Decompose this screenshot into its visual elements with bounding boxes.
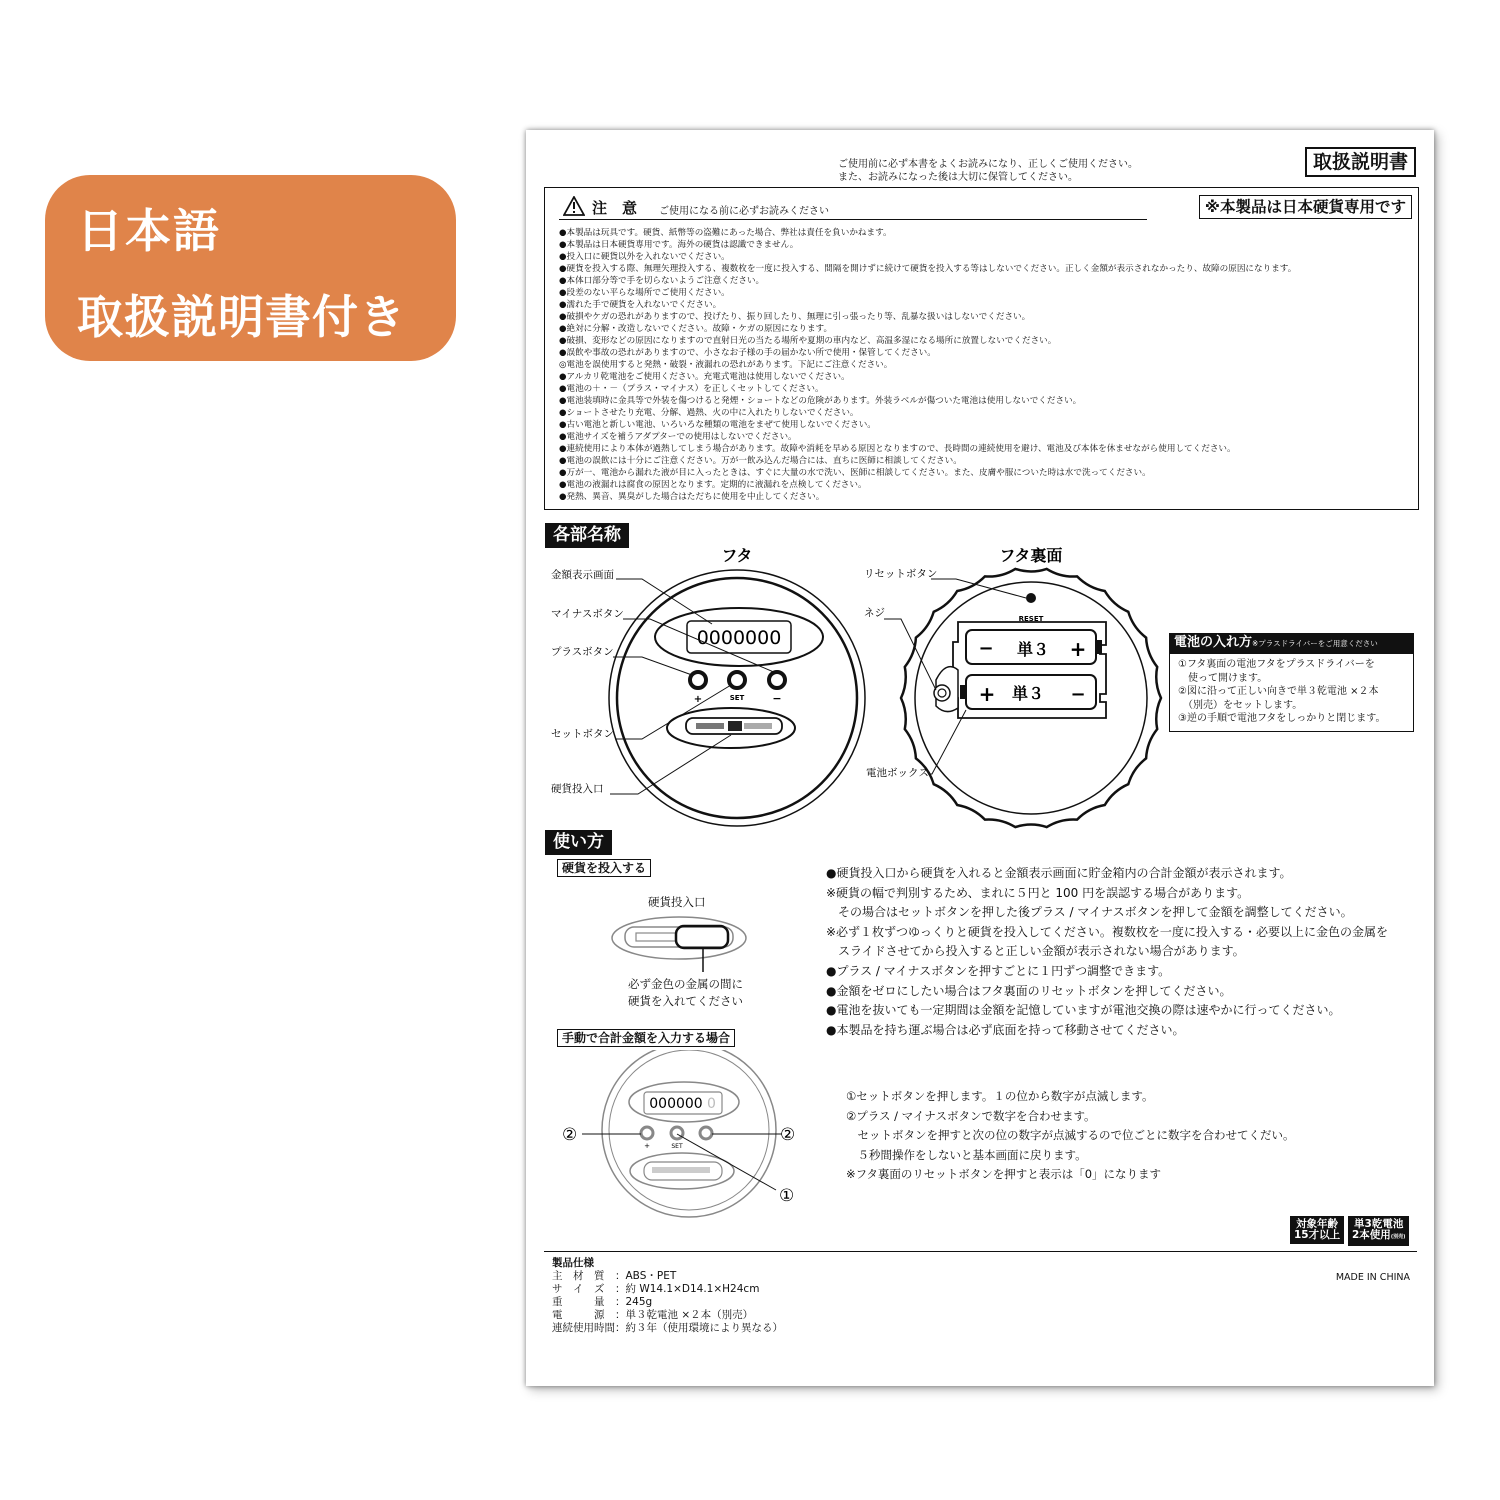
battery-usage-icon (1348, 1216, 1409, 1246)
lid-back (864, 546, 1161, 827)
battery-step: ②図に沿って正しい向きで単３乾電池 ×２本 (1178, 686, 1379, 697)
marker-2-right: ② (780, 1125, 796, 1145)
warning-icon (563, 196, 585, 220)
caution-item: ●電池サイズを補うアダプターでの使用はしないでください。 (559, 432, 797, 442)
spec-value: ：約３年（使用環境により異なる） (615, 1322, 783, 1334)
badge-line-1: 日本語 (77, 204, 221, 258)
spec-label: 連続使用時間 (552, 1322, 615, 1334)
caution-item: ●濡れた手で硬貨を入れないでください。 (559, 300, 722, 310)
language-badge (45, 175, 456, 361)
label-battery-box: 電池ボックス (866, 767, 929, 779)
spec-value: ：245g (615, 1296, 653, 1308)
spec-value: ：ABS・PET (615, 1270, 677, 1282)
screw (934, 667, 958, 712)
set-button[interactable] (729, 672, 745, 688)
instruction-sheet (526, 130, 1434, 1386)
caution-item: ●ショートさせたり充電、分解、過熱、火の中に入れたりしないでください。 (559, 408, 859, 418)
usage-line: その場合はセットボタンを押した後プラス / マイナスボタンを押して金額を調整してください。 (826, 905, 1353, 920)
label-display: 金額表示画面 (551, 569, 614, 581)
plus-button-label: + (693, 694, 703, 705)
battery-2-label: 単３ (1011, 684, 1045, 703)
specs-title: 製品仕様 (552, 1257, 594, 1269)
spec-label: 電 源 (552, 1309, 605, 1321)
age-icon (1290, 1216, 1344, 1244)
battery-steps (1169, 653, 1414, 732)
battery-icon-line-2: 2本使用(別売) (1352, 1229, 1406, 1241)
caution-item: ●本製品は日本硬貨専用です。海外の硬貨は認識できません。 (559, 240, 799, 250)
plus-button[interactable] (690, 672, 706, 688)
caution-item: ●連続使用により本体が過熱してしまう場合があります。故障や消耗を早める原因となりますので、長時間の連続使用を避け、電池及び本体を休ませながら使用してください。 (559, 444, 1236, 454)
caution-item: ●硬貨を投入する際、無理矢理投入する、複数枚を一度に投入する、間隔を開けずに続けて硬貨を投入する等はしないでください。正しく金額が表示されなかったり、故障の原因になります。 (559, 264, 1297, 274)
battery-step: ③逆の手順で電池フタをしっかりと閉じます。 (1178, 713, 1386, 724)
usage-line: ※必ず１枚ずつゆっくりと硬貨を投入してください。複数枚を一度に投入する・必要以上に金色の金属を (826, 924, 1388, 939)
spec-row (552, 1270, 783, 1283)
manual-entry-steps (846, 1087, 1295, 1185)
caution-item: ●本製品は玩具です。硬貨、紙幣等の盗難にあった場合、弊社は責任を負いかねます。 (559, 228, 892, 238)
spec-row (552, 1296, 783, 1309)
set-button-label: SET (729, 694, 745, 702)
coin-slot-detail (606, 910, 776, 980)
caution-item: ●発熱、異音、異臭がした場合はただちに使用を中止してください。 (559, 492, 825, 502)
spec-row (552, 1309, 783, 1322)
battery-2-minus: − (1070, 684, 1086, 705)
label-minus: マイナスボタン (551, 608, 624, 620)
specs-table (552, 1270, 783, 1335)
battery-box (953, 622, 1106, 718)
battery-2-plus: + (978, 682, 996, 706)
lid-front (551, 546, 865, 826)
slot-note-line-1: 必ず金色の金属の間に (628, 977, 743, 991)
battery-step: ①フタ裏面の電池フタをプラスドライバーを (1178, 659, 1375, 670)
minus-button[interactable] (769, 672, 785, 688)
label-screw: ネジ (864, 607, 885, 619)
label-slot: 硬貨投入口 (551, 783, 604, 795)
manual-minus-button[interactable] (700, 1127, 712, 1139)
caution-item: ●万が一、電池から漏れた液が目に入ったときは、すぐに大量の水で洗い、医師に相談してください。また、皮膚や服についた時は水で洗ってください。 (559, 468, 1151, 478)
document-title: 取扱説明書 (1305, 147, 1416, 177)
caution-list (559, 227, 1296, 503)
coin-slot (667, 708, 795, 748)
usage-line: ●本製品を持ち運ぶ場合は必ず底面を持って移動させてください。 (826, 1022, 1185, 1037)
manual-step: ②プラス / マイナスボタンで数字を合わせます。 (846, 1108, 1096, 1123)
product-specs (552, 1257, 783, 1335)
badge-line-2: 取扱説明書付き (77, 290, 406, 344)
caution-item: ●電池の誤飲には十分にご注意ください。万が一飲み込んだ場合には、直ちに医師に相談してください。 (559, 456, 962, 466)
label-reset: リセットボタン (864, 568, 938, 580)
slot-note-line-2: 硬貨を入れてください (628, 994, 743, 1008)
age-icon-line-1: 対象年齢 (1296, 1218, 1339, 1230)
minus-button-label: − (772, 692, 782, 705)
caution-item: ●破損やケガの恐れがありますので、投げたり、振り回したり、無理に引っ張ったり等、乱暴な扱いはしないでください。 (559, 312, 1031, 322)
manual-display-value: 000000 (649, 1096, 703, 1112)
battery-1-plus: + (1069, 637, 1087, 661)
caution-box (544, 187, 1419, 510)
caution-item: ●電池の液漏れは腐食の原因となります。定期的に液漏れを点検してください。 (559, 480, 867, 490)
usage-line: ●プラス / マイナスボタンを押すごとに１円ずつ調整できます。 (826, 963, 1171, 978)
insert-coin-title: 硬貨を投入する (557, 859, 651, 877)
display-value: 0000000 (696, 627, 782, 649)
spec-label: サ イ ズ (552, 1283, 605, 1295)
reset-button[interactable] (1026, 593, 1036, 603)
spec-row (552, 1322, 783, 1335)
intro-line-2: また、お読みになった後は大切に保管してください。 (838, 172, 1078, 183)
made-in: MADE IN CHINA (1335, 1272, 1410, 1283)
coin-slot-highlight (676, 926, 728, 948)
manual-set-label: SET (671, 1143, 683, 1150)
caution-item: ●アルカリ乾電池をご使用ください。充電式電池は使用しないでください。 (559, 372, 850, 382)
caution-item: ●絶対に分解・改造しないでください。故障・ケガの原因になります。 (559, 324, 833, 334)
spec-value: ：約 W14.1×D14.1×H24cm (615, 1283, 760, 1295)
manual-step: セットボタンを押すと次の位の数字が点滅するので位ごとに数字を合わせてくだい。 (846, 1128, 1295, 1142)
manual-plus-label: + (644, 1142, 650, 1150)
manual-step: ①セットボタンを押します。１の位から数字が点滅します。 (846, 1089, 1154, 1103)
battery-step: 使って開けます。 (1178, 672, 1268, 684)
caution-heading: 注 意 (592, 199, 638, 217)
manual-step: ※フタ裏面のリセットボタンを押すと表示は「0」になります (846, 1167, 1162, 1181)
usage-line: ●金額をゼロにしたい場合はフタ裏面のリセットボタンを押してください。 (826, 983, 1232, 998)
battery-instructions-title: 電池の入れ方※プラスドライバーをご用意ください (1169, 633, 1414, 653)
intro-text (838, 158, 1138, 184)
spec-divider (544, 1251, 1417, 1252)
caution-item: ●古い電池と新しい電池、いろいろな種類の電池をまぜて使用しないでください。 (559, 420, 876, 430)
manual-set-button[interactable] (671, 1127, 683, 1139)
marker-1: ① (779, 1186, 795, 1206)
caution-item: ●電池の＋・－（プラス・マイナス）を正しくセットしてください。 (559, 384, 824, 394)
battery-instructions (1169, 633, 1414, 732)
age-icon-line-2: 15才以上 (1294, 1229, 1341, 1241)
caution-item: ●電池装填時に金具等で外装を傷つけると発煙・ショートなどの危険があります。外装ラベルが傷ついた電池は使用しないでください。 (559, 396, 1082, 406)
caution-item: ◎電池を誤使用すると発熱・破裂・液漏れの恐れがあります。下記にご注意ください。 (559, 360, 893, 370)
battery-1-label: 単３ (1016, 640, 1050, 659)
lid-title: フタ (721, 546, 753, 565)
manual-entry-title: 手動で合計金額を入力する場合 (557, 1029, 735, 1047)
slot-caption: 硬貨投入口 (648, 895, 706, 909)
usage-line: スライドさせてから投入すると正しい金額が表示されない場合があります。 (826, 944, 1245, 959)
spec-label: 主 材 質 (552, 1270, 605, 1282)
parts-section-title: 各部名称 (545, 523, 629, 548)
caution-item: ●投入口に硬貨以外を入れないでください。 (559, 252, 730, 262)
manual-entry-diagram (544, 1050, 834, 1220)
usage-line: ●硬貨投入口から硬貨を入れると金額表示画面に貯金箱内の合計金額が表示されます。 (826, 866, 1292, 880)
battery-1-minus: − (978, 638, 994, 659)
usage-section-title: 使い方 (545, 830, 612, 855)
caution-item: ●段差のない平らな場所でご使用ください。 (559, 288, 730, 298)
usage-line: ※硬貨の幅で判別するため、まれに５円と 100 円を誤認する場合があります。 (826, 885, 1250, 900)
caution-subheading: ご使用になる前に必ずお読みください (659, 206, 829, 217)
spec-row (552, 1283, 783, 1296)
japan-only-notice: ※本製品は日本硬貨専用です (1199, 195, 1412, 219)
battery-icon-line-1: 単3乾電池 (1354, 1218, 1404, 1230)
manual-step: ５秒間操作をしないと基本画面に戻ります。 (846, 1147, 1087, 1162)
lid-back-title: フタ裏面 (999, 546, 1063, 565)
spec-value: ：単３乾電池 ×２本（別売） (615, 1309, 754, 1321)
battery-step: （別売）をセットします。 (1178, 699, 1303, 711)
slot-note (628, 976, 743, 1010)
marker-2-left: ② (562, 1125, 578, 1145)
caution-item: ●本体口部分等で手を切らないようご注意ください。 (559, 276, 765, 286)
spec-label: 重 量 (552, 1296, 605, 1308)
usage-instructions (826, 864, 1388, 1040)
caution-header (559, 196, 1147, 220)
caution-item: ●誤飲や事故の恐れがありますので、小さなお子様の手の届かない所で使用・保管してください。 (559, 348, 936, 358)
label-set: セットボタン (551, 728, 614, 740)
label-plus: プラスボタン (551, 646, 614, 658)
manual-blinking-digit: 0 (707, 1096, 716, 1112)
usage-line: ●電池を抜いても一定期間は金額を記憶していますが電池交換の際は速やかに行ってください。 (826, 1003, 1341, 1018)
manual-plus-button[interactable] (641, 1127, 653, 1139)
reset-label: RESET (1018, 615, 1044, 623)
caution-item: ●破損、変形などの原因になりますので直射日光の当たる場所や夏期の車内など、高温多湿になる場所に放置しないでください。 (559, 336, 1057, 346)
intro-line-1: ご使用前に必ず本書をよくお読みになり、正しくご使用ください。 (838, 159, 1138, 170)
